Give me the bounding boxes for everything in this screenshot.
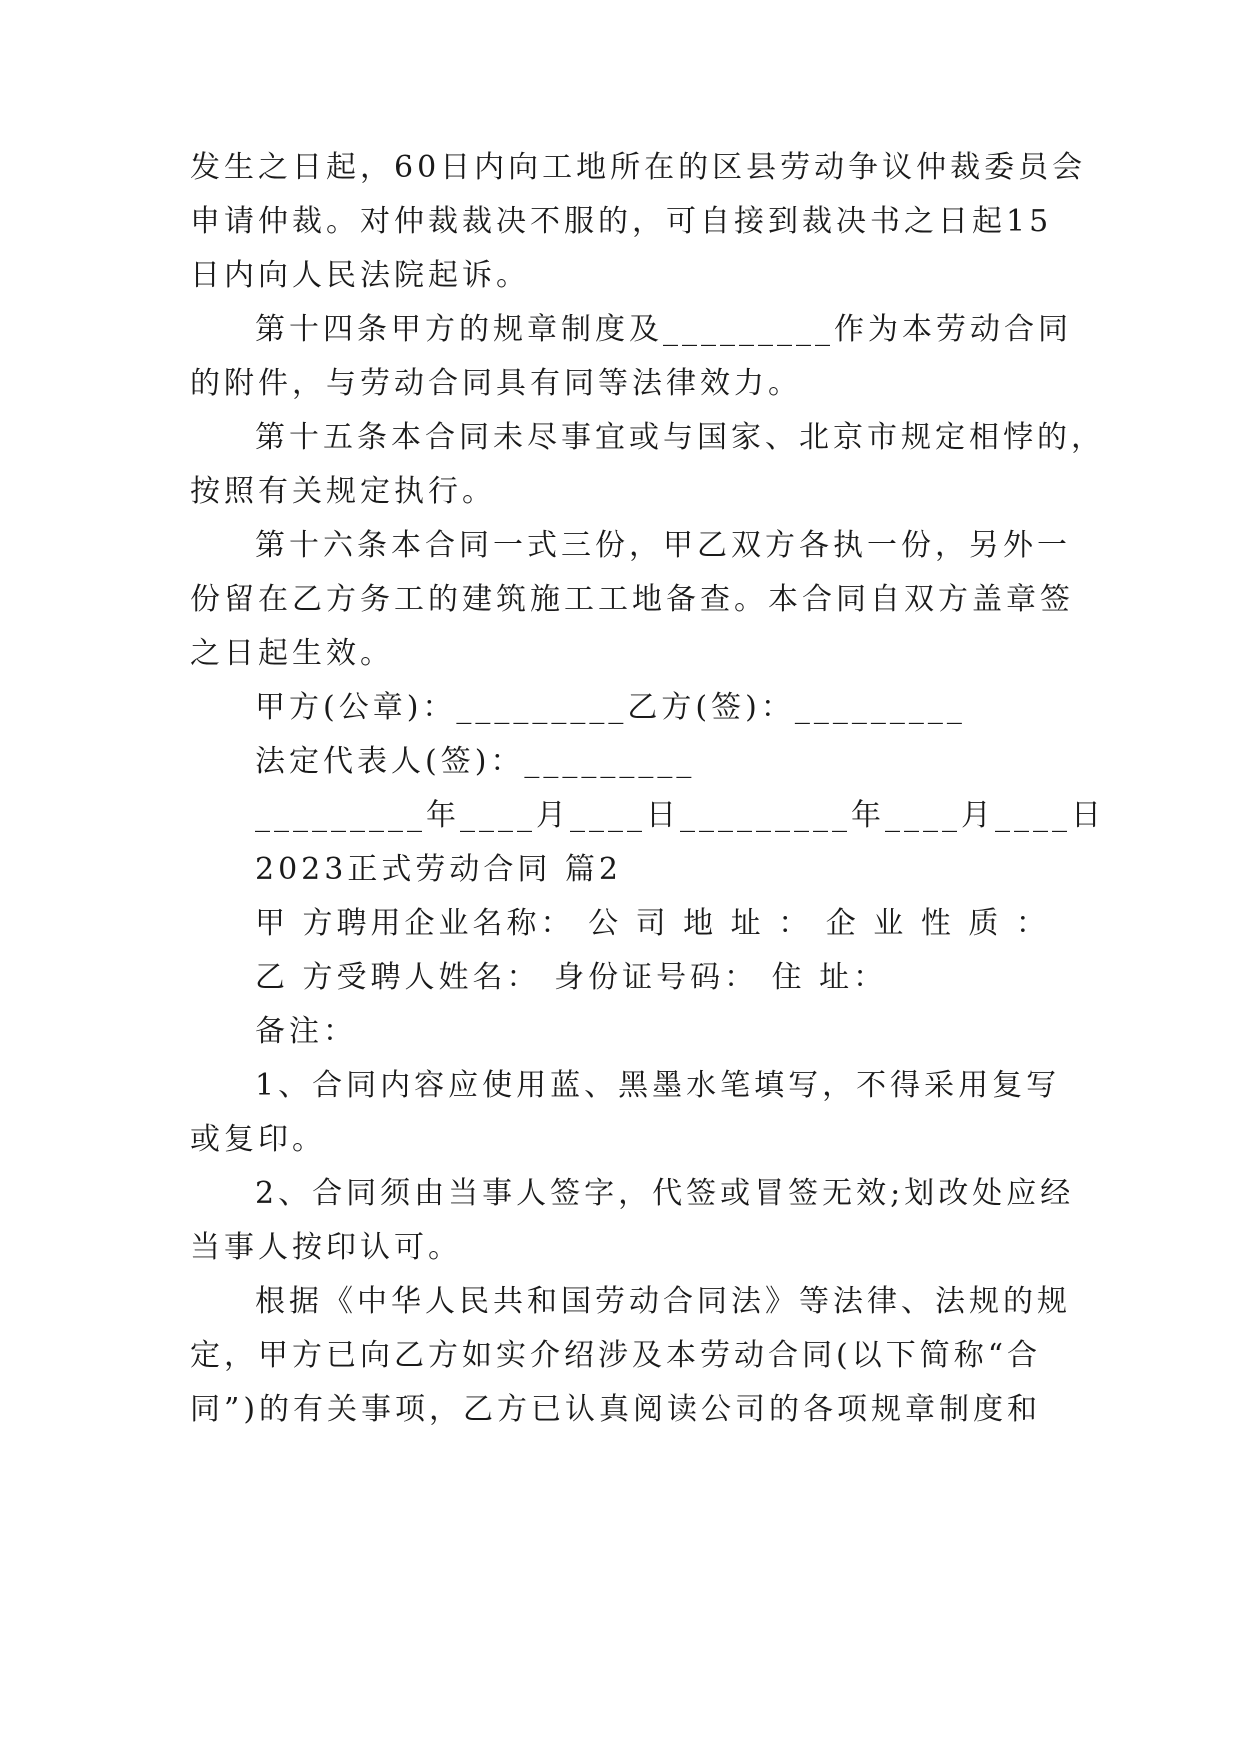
party-b-info: 乙 方受聘人姓名： 身份证号码： 住 址： — [255, 960, 888, 995]
note-1: 1、合同内容应使用蓝、黑墨水笔填写，不得采用复写 — [255, 1068, 1061, 1103]
notes-heading: 备注： — [255, 1014, 357, 1049]
preamble-paragraph: 根据《中华人民共和国劳动合同法》等法律、法规的规 — [255, 1284, 1071, 1319]
text-line: 定，甲方已向乙方如实介绍涉及本劳动合同(以下简称“合 — [190, 1338, 1042, 1373]
party-a-info: 甲 方聘用企业名称： 公 司 地 址 ： 企 业 性 质 ： — [255, 906, 1050, 941]
section-heading: 2023正式劳动合同 篇2 — [255, 852, 622, 887]
text-line: 按照有关规定执行。 — [190, 474, 496, 509]
text-line: 当事人按印认可。 — [190, 1230, 462, 1265]
article-15: 第十五条本合同未尽事宜或与国家、北京市规定相悖的， — [255, 420, 1105, 455]
article-14: 第十四条甲方的规章制度及_________作为本劳动合同 — [255, 312, 1072, 347]
date-line: _________年____月____日_________年____月____日 — [255, 798, 1105, 833]
text-line: 日内向人民法院起诉。 — [190, 258, 530, 293]
signature-party-line: 甲方(公章)：_________乙方(签)：_________ — [255, 690, 966, 725]
text-line: 的附件，与劳动合同具有同等法律效力。 — [190, 366, 802, 401]
text-line: 发生之日起，60日内向工地所在的区县劳动争议仲裁委员会 — [190, 150, 1087, 185]
legal-representative-line: 法定代表人(签)：_________ — [255, 744, 696, 779]
text-line: 同”)的有关事项，乙方已认真阅读公司的各项规章制度和 — [190, 1392, 1042, 1427]
note-2: 2、合同须由当事人签字，代签或冒签无效;划改处应经 — [255, 1176, 1075, 1211]
text-line: 份留在乙方务工的建筑施工工地备查。本合同自双方盖章签 — [190, 582, 1074, 617]
article-16: 第十六条本合同一式三份，甲乙双方各执一份，另外一 — [255, 528, 1071, 563]
text-line: 之日起生效。 — [190, 636, 394, 671]
text-line: 或复印。 — [190, 1122, 326, 1157]
text-line: 申请仲裁。对仲裁裁决不服的，可自接到裁决书之日起15 — [190, 204, 1053, 239]
